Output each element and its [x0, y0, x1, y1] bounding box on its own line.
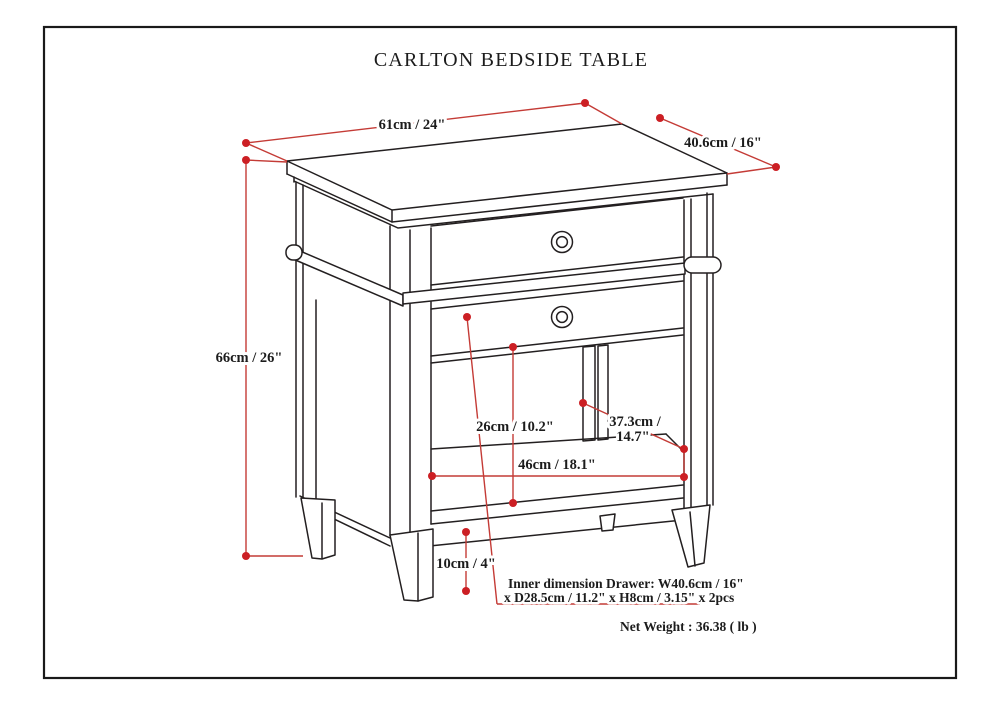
dim-label-top-depth: 40.6cm / 16": [684, 135, 762, 151]
body-posts: [296, 182, 713, 536]
drawer-note-line2: x D28.5cm / 11.2" x H8cm / 3.15" x 2pcs: [504, 590, 735, 605]
dim-label-opening-height: 26cm / 10.2": [476, 419, 554, 435]
dim-label-shelf-depth-line1: 37.3cm /: [609, 414, 661, 430]
net-weight-label: Net Weight : 36.38 ( lb ): [620, 619, 757, 634]
leg-front-right: [672, 505, 710, 567]
leg-front-left: [390, 529, 433, 601]
dim-label-top-width: 61cm / 24": [378, 117, 446, 133]
dim-label-shelf-width: 46cm / 18.1": [518, 457, 596, 473]
dim-label-leg-height: 10cm / 4": [436, 556, 496, 572]
tabletop: [287, 124, 727, 228]
dim-label-overall-height: 66cm / 26": [215, 350, 283, 366]
shelf: [431, 434, 684, 524]
drawer-knob-bottom: [552, 307, 573, 328]
molding-band: [286, 245, 721, 306]
drawer-note-line1: Inner dimension Drawer: W40.6cm / 16": [508, 576, 744, 591]
page-title: CARLTON BEDSIDE TABLE: [373, 49, 649, 71]
leg-back-left: [301, 498, 335, 559]
leg-back-right-foot: [600, 514, 615, 531]
drawer-knob-top: [552, 232, 573, 253]
table-drawing: [286, 124, 727, 601]
dim-label-shelf-depth-line2: 14.7": [616, 429, 650, 445]
back-slats: [583, 345, 608, 441]
page-border: [44, 27, 956, 678]
